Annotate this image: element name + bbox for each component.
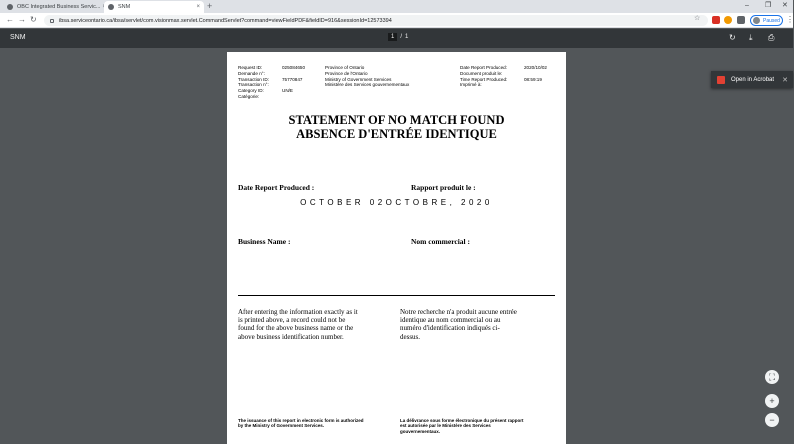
body-text-en: After entering the information exactly as it is printed above, a record could not be found for the above business name or the above business identification number. (238, 308, 358, 341)
date-label-en: Date Report Produced : (238, 183, 315, 192)
header-label: Time Report Produced: (460, 76, 508, 82)
report-time: 08:59:19 (524, 76, 542, 82)
reload-icon[interactable]: ↻ (30, 15, 37, 24)
header-left-labels (238, 65, 284, 100)
header-label: Request ID: (238, 65, 263, 70)
header-label: Transaction ID: (238, 76, 269, 82)
body-text-fr: Notre recherche n'a produit aucune entrée identique au nom commercial ou au numéro d'identification indiqués ci- dessus. (400, 308, 517, 341)
request-id: 025084650 (282, 65, 305, 70)
tab-snm[interactable] (104, 1, 204, 13)
transaction-id: 75770847 (282, 76, 303, 82)
header-left-values (282, 65, 318, 94)
new-tab-button[interactable]: + (207, 1, 213, 11)
header-label: Catégorie: (238, 93, 260, 99)
pdf-title: SNM (10, 34, 26, 41)
header-right-values (524, 65, 560, 82)
header-label: Transaction n°: (238, 82, 269, 88)
page-number-input[interactable]: 1 (388, 33, 397, 41)
open-in-acrobat-label: Open in Acrobat (731, 76, 775, 83)
tab-title: SNM (118, 4, 131, 10)
forward-icon[interactable]: → (18, 15, 26, 24)
address-bar[interactable] (44, 15, 708, 26)
header-label: Category ID: (238, 88, 264, 94)
print-icon[interactable]: ⎙ (768, 33, 775, 42)
globe-icon (108, 4, 114, 10)
avatar (753, 17, 760, 24)
extension-icon[interactable] (712, 16, 720, 24)
header-label: Imprimé à: (460, 82, 482, 88)
page-separator: / (400, 34, 403, 40)
business-label-en: Business Name : (238, 237, 291, 246)
header-label: Date Report Produced: (460, 65, 507, 70)
close-icon[interactable]: ✕ (782, 76, 788, 84)
header-label: Demande n°: (238, 70, 265, 76)
tab-title: OBC Integrated Business Servic... (17, 4, 101, 10)
profile-button[interactable] (750, 15, 783, 26)
date-value: OCTOBER 02OCTOBRE, 2020 (300, 198, 493, 207)
star-icon[interactable]: ☆ (694, 15, 701, 22)
header-label: Document produit le: (460, 70, 503, 76)
menu-icon[interactable]: ⋮ (786, 15, 794, 24)
maximize-icon[interactable]: ❐ (765, 2, 772, 9)
rotate-icon[interactable]: ↻ (729, 33, 736, 42)
browser-toolbar (0, 13, 793, 28)
tab-strip (0, 0, 793, 13)
divider (238, 295, 555, 296)
category-id: UN/E (282, 88, 293, 94)
url-text: ibsa.serviceontario.ca/ibsa/servlet/com.visionmax.servlet.CommandServlet?command=viewFieldPDF&fieldID=916&sessionId=12573394 (59, 17, 392, 24)
footer-en: The issuance of this report in electronic form is authorized by the Ministry of Government Services. (238, 418, 364, 429)
window-close-icon[interactable]: ✕ (782, 2, 788, 9)
back-icon[interactable]: ← (6, 15, 14, 24)
extension-icon[interactable] (724, 16, 732, 24)
document-title-en: STATEMENT OF NO MATCH FOUND (288, 113, 505, 127)
fit-page-button[interactable]: ⛶ (765, 370, 779, 384)
globe-icon (7, 4, 13, 10)
tab-obc[interactable] (3, 1, 103, 13)
page-indicator (388, 33, 408, 41)
profile-status: Paused (763, 17, 780, 24)
header-right-labels (460, 65, 512, 88)
pdf-page (227, 52, 566, 444)
zoom-in-button[interactable]: + (765, 394, 779, 408)
pdf-toolbar (0, 29, 793, 48)
extensions-puzzle-icon[interactable] (737, 16, 745, 24)
document-title-fr: ABSENCE D'ENTRÉE IDENTIQUE (296, 127, 497, 141)
page-total: 1 (405, 34, 409, 40)
minimize-icon[interactable]: – (745, 2, 749, 9)
acrobat-icon (717, 76, 725, 84)
footer-fr: La délivrance sous forme électronique du présent rapport est autorisée par le Ministère des Services gouvernementaux. (400, 418, 524, 434)
zoom-out-button[interactable]: − (765, 413, 779, 427)
header-ministry: Province of Ontario Province de l'Ontario Ministry of Government Services Ministère des Services gouvernementaux (325, 65, 410, 88)
report-date: 2020/10/02 (524, 65, 547, 70)
lock-icon (50, 19, 54, 23)
date-label-fr: Rapport produit le : (411, 183, 476, 192)
open-in-acrobat-banner[interactable] (711, 71, 793, 88)
close-tab-icon[interactable]: × (196, 4, 200, 10)
download-icon[interactable]: ⤓ (749, 33, 753, 42)
business-label-fr: Nom commercial : (411, 237, 471, 246)
